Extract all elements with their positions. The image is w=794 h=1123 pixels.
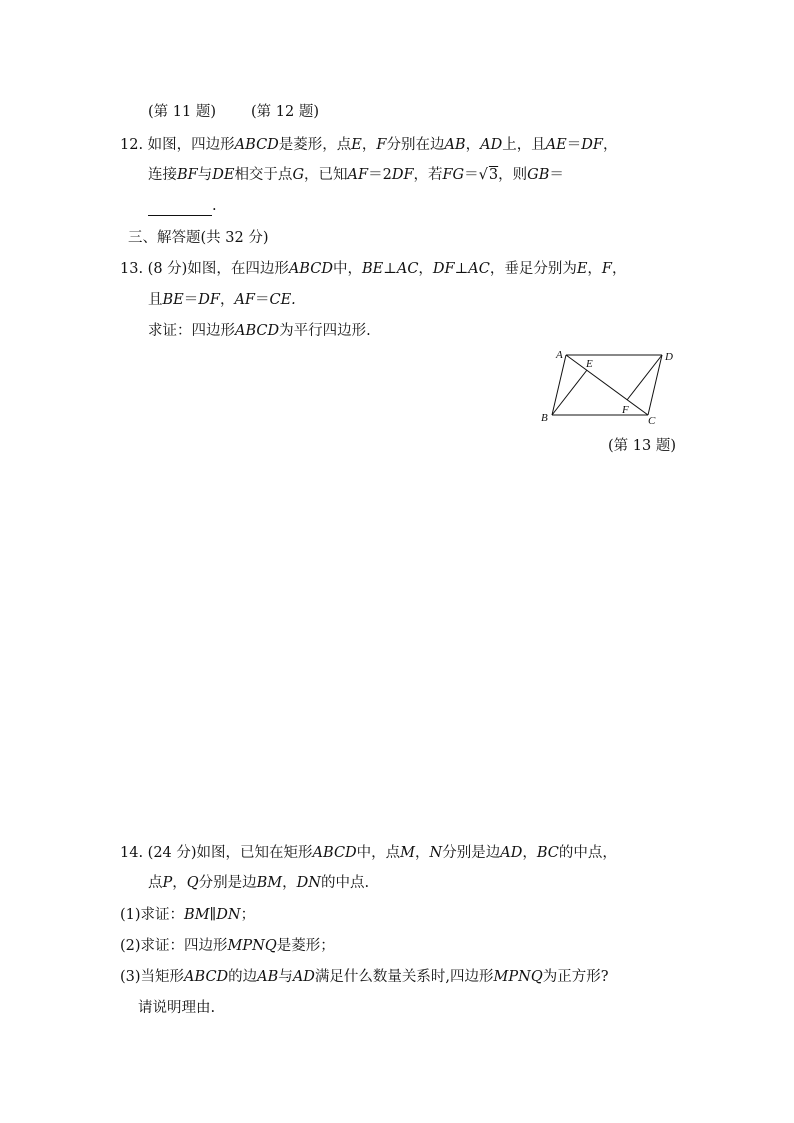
caption-figure-13: (第 13 题) xyxy=(608,438,676,454)
label-a: A xyxy=(556,349,563,361)
question-number: 14. xyxy=(120,845,144,861)
label-b: B xyxy=(541,412,548,424)
question-14-line-2: 点P，Q分别是边BM，DN的中点. xyxy=(148,875,370,891)
diagonal-ac xyxy=(566,355,648,415)
question-14-part-3: (3)当矩形ABCD的边AB与AD满足什么数量关系时,四边形MPNQ为正方形? xyxy=(120,969,609,985)
sqrt-symbol: √3 xyxy=(478,167,499,183)
label-f: F xyxy=(622,404,629,416)
question-13-line-3: 求证：四边形ABCD为平行四边形. xyxy=(148,323,371,339)
question-14-line-1: 14. (24 分)如图，已知在矩形ABCD中，点M，N分别是边AD，BC的中点， xyxy=(120,845,617,861)
caption-figure-11: (第 11 题) xyxy=(148,104,216,120)
caption-figure-12: (第 12 题) xyxy=(251,104,319,120)
question-13-line-2: 且BE＝DF，AF＝CE. xyxy=(148,292,296,308)
section-heading: 三、解答题(共 32 分) xyxy=(128,230,269,246)
question-12-line-3: . xyxy=(148,196,217,216)
question-number: 13. xyxy=(120,261,144,277)
question-number: 12. xyxy=(120,137,144,153)
label-c: C xyxy=(648,415,656,427)
label-e: E xyxy=(586,358,593,370)
label-d: D xyxy=(665,351,673,363)
question-13-line-1: 13. (8 分)如图，在四边形ABCD中，BE⊥AC，DF⊥AC，垂足分别为E，F， xyxy=(120,261,627,277)
answer-blank[interactable] xyxy=(148,201,212,216)
question-14-part-3-line-2: 请说明理由. xyxy=(138,1000,216,1016)
question-12-line-2: 连接BF与DE相交于点G，已知AF＝2DF，若FG＝√3，则GB＝ xyxy=(148,167,564,183)
figure-13-parallelogram xyxy=(538,346,678,428)
question-14-part-1: (1)求证：BM∥DN； xyxy=(120,907,256,923)
question-12-line-1: 12. 如图，四边形ABCD是菱形，点E，F分别在边AB，AD上，且AE＝DF， xyxy=(120,137,618,153)
question-14-part-2: (2)求证：四边形MPNQ是菱形； xyxy=(120,938,335,954)
